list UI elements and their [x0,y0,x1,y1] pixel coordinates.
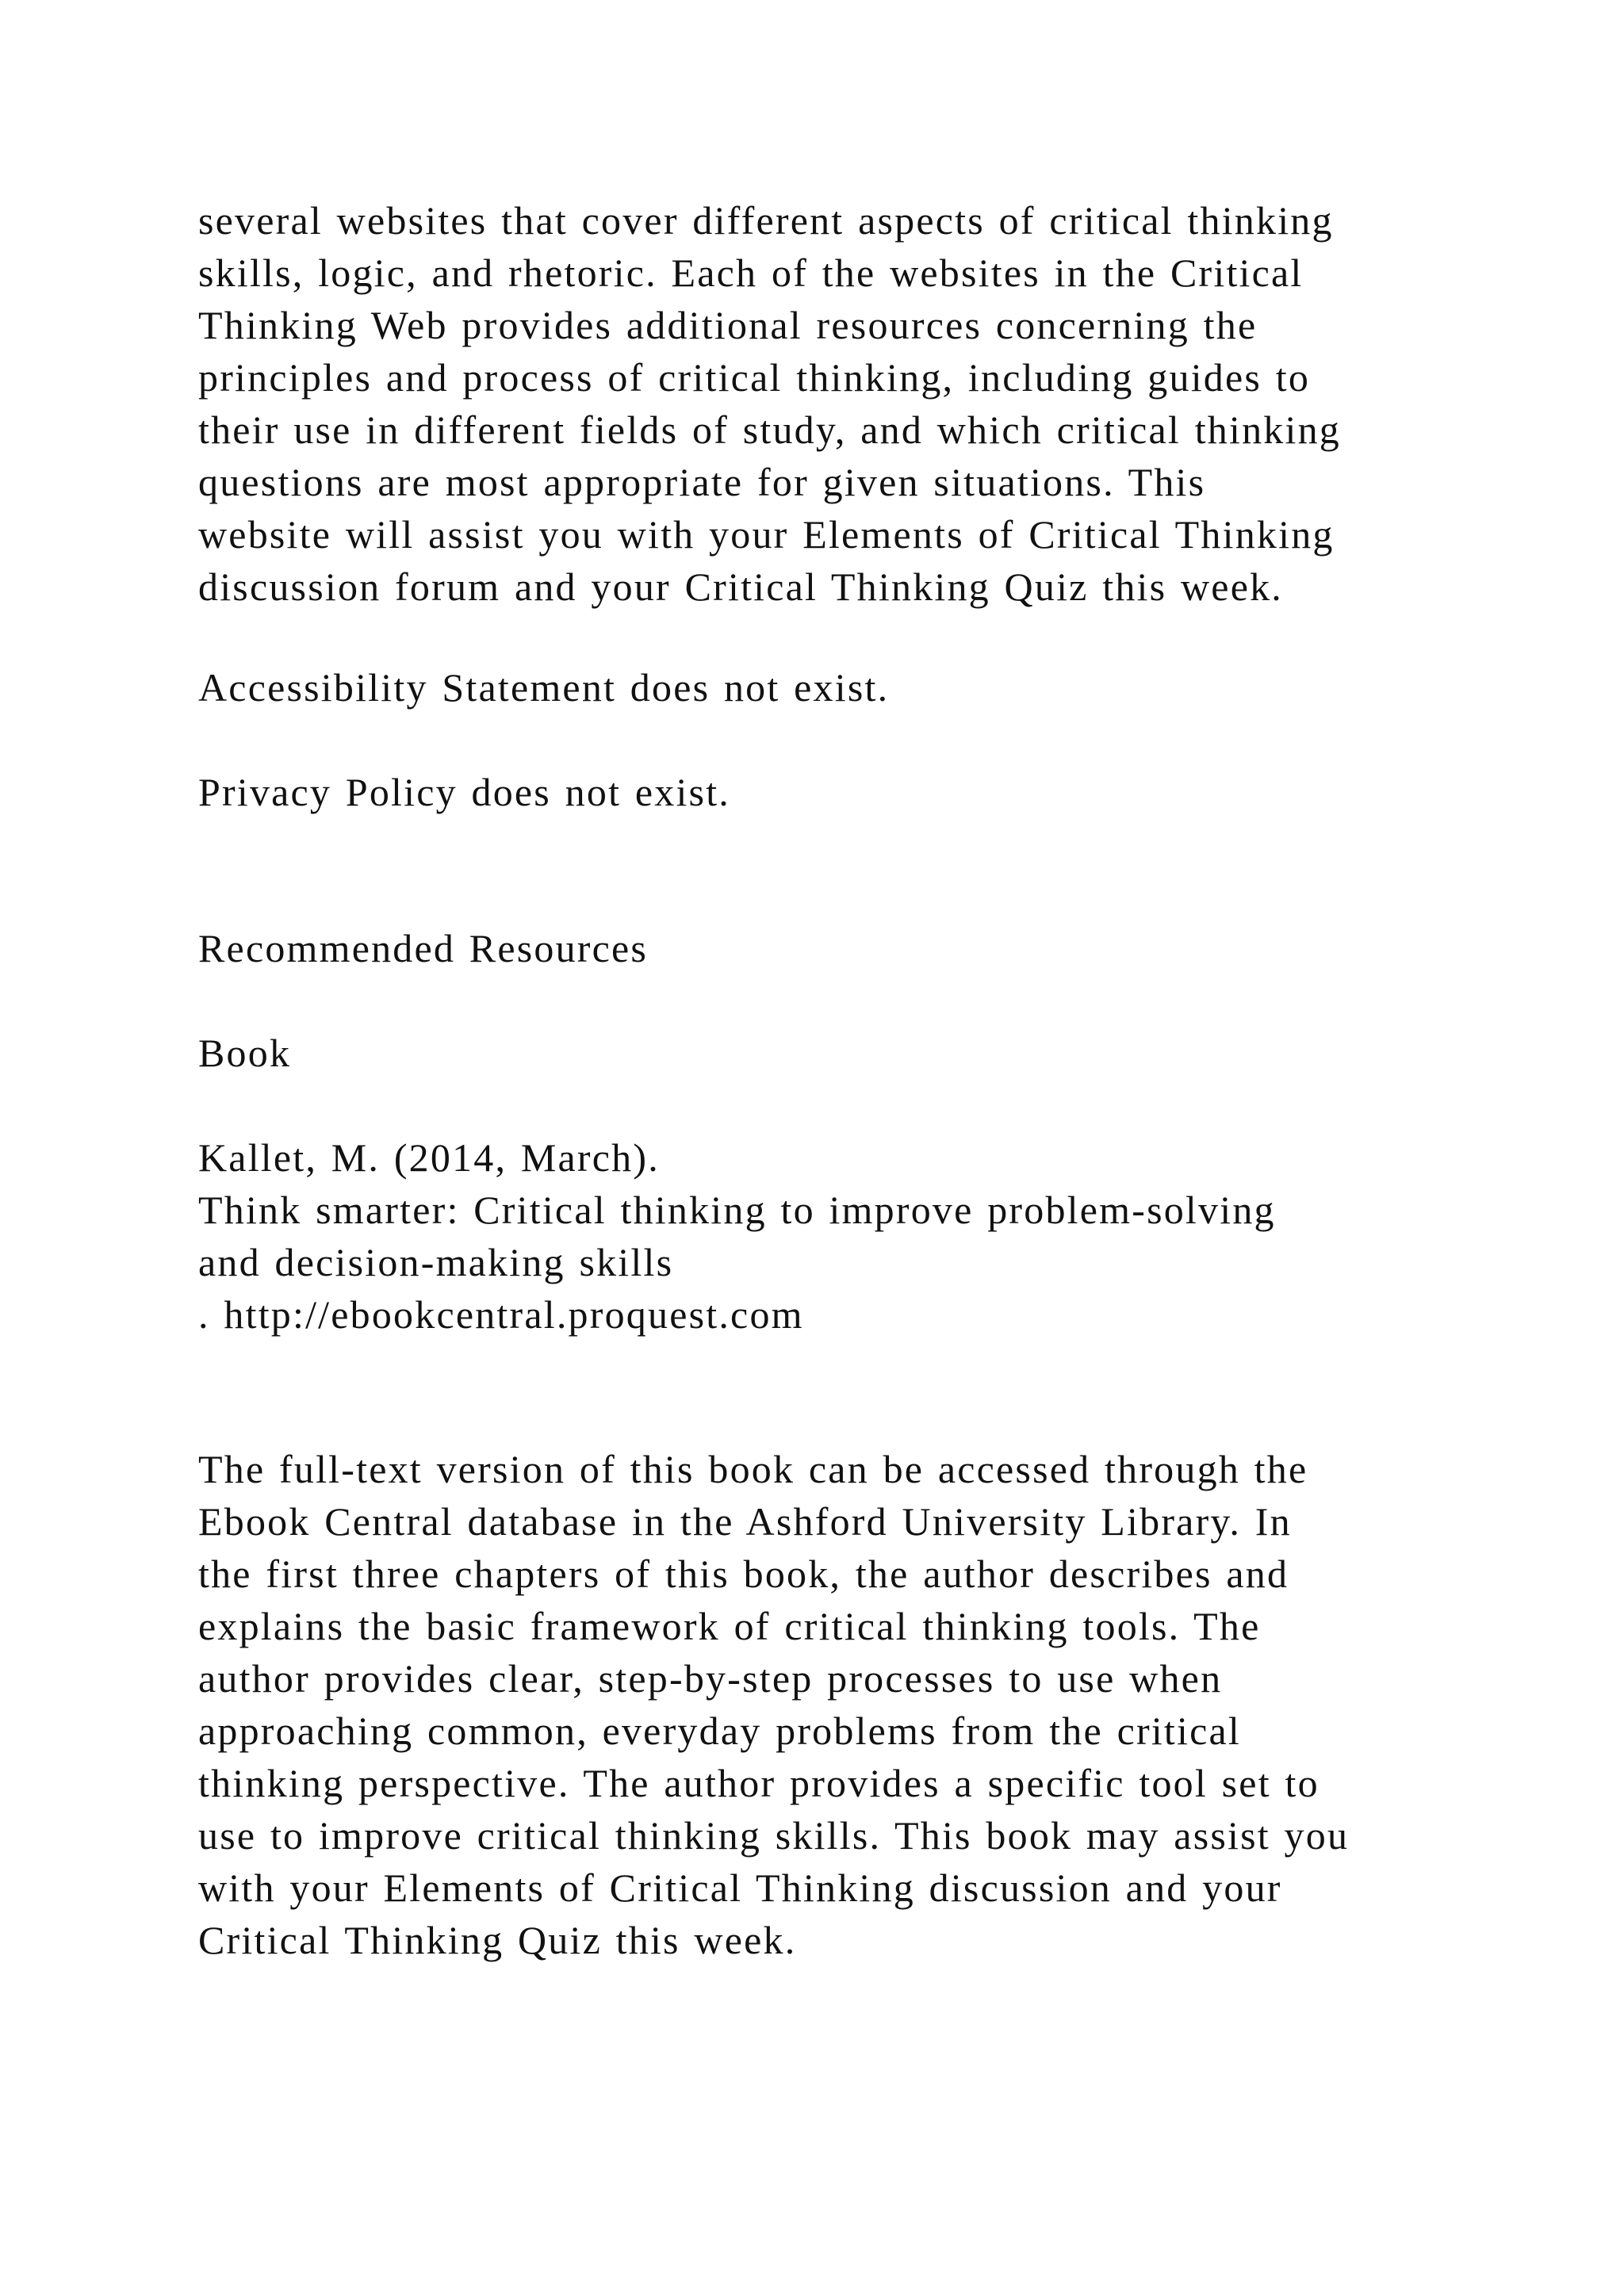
paragraph-line: approaching common, everyday problems from the critical [198,1709,1241,1753]
paragraph-line: with your Elements of Critical Thinking discussion and your [198,1866,1282,1910]
privacy-policy-text: Privacy Policy does not exist. [198,770,730,814]
citation-title: and decision-making skills [198,1240,674,1284]
paragraph-line: The full-text version of this book can be accessed through the [198,1447,1308,1491]
paragraph-line: Ebook Central database in the Ashford University Library. In [198,1499,1292,1544]
paragraph-line: several websites that cover different aspects of critical thinking [198,198,1334,243]
paragraph-line: principles and process of critical thinking, including guides to [198,355,1311,400]
accessibility-statement-text: Accessibility Statement does not exist. [198,665,890,710]
paragraph-line: the first three chapters of this book, the author describes and [198,1552,1289,1596]
citation-url: . http://ebookcentral.proquest.com [198,1292,804,1337]
privacy-policy [198,766,1483,818]
citation-title: Think smarter: Critical thinking to improve problem-solving [198,1188,1276,1232]
book-label [198,1027,1483,1079]
recommended-resources-heading [198,922,1483,974]
accessibility-statement [198,661,1483,714]
paragraph-line: skills, logic, and rhetoric. Each of the websites in the Critical [198,251,1304,295]
paragraph-line: Critical Thinking Quiz this week. [198,1918,797,1962]
section-heading-text: Recommended Resources [198,926,649,970]
paragraph-line: use to improve critical thinking skills. This book may assist you [198,1813,1350,1858]
paragraph-line: author provides clear, step-by-step processes to use when [198,1656,1223,1701]
paragraph-line: website will assist you with your Elements of Critical Thinking [198,512,1335,557]
paragraph-line: Thinking Web provides additional resources concerning the [198,303,1258,347]
paragraph-line: explains the basic framework of critical thinking tools. The [198,1604,1261,1648]
paragraph-line: questions are most appropriate for given situations. This [198,460,1206,504]
book-label-text: Book [198,1031,292,1075]
citation-author-date: Kallet, M. (2014, March). [198,1135,660,1180]
paragraph-line: thinking perspective. The author provides a specific tool set to [198,1761,1320,1805]
book-description [198,1443,1483,1966]
intro-paragraph [198,194,1483,613]
paragraph-line: their use in different fields of study, and which critical thinking [198,408,1341,452]
book-citation [198,1131,1483,1341]
paragraph-line: discussion forum and your Critical Thinking Quiz this week. [198,564,1283,609]
